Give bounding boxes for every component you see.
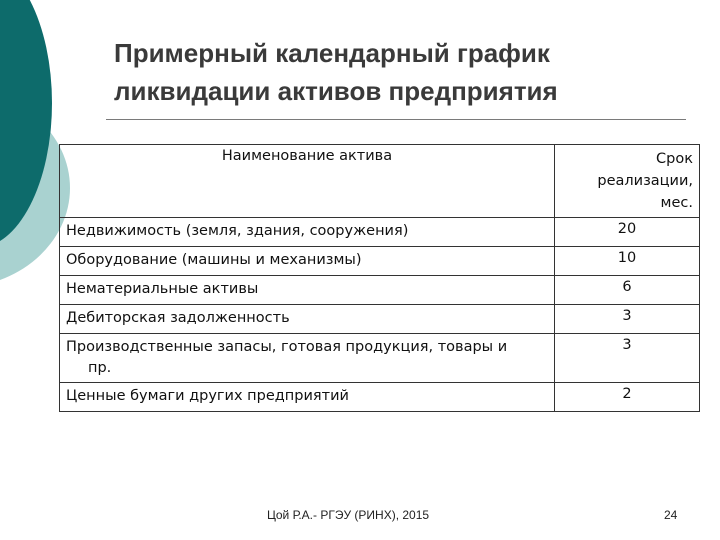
asset-name-line2: пр.: [88, 360, 112, 376]
page-number: 24: [664, 508, 678, 522]
header-term-line3: мес.: [660, 195, 693, 211]
header-term: [555, 145, 700, 218]
header-term-line2: реализации,: [597, 173, 693, 189]
table-row: [60, 276, 700, 305]
asset-name-cell: Дебиторская задолженность: [60, 305, 555, 334]
table-row: [60, 383, 700, 412]
asset-name-cell: Ценные бумаги других предприятий: [60, 383, 555, 412]
term-cell: 20: [555, 218, 700, 247]
asset-name-cell: [60, 334, 555, 383]
asset-name-cell: Нематериальные активы: [60, 276, 555, 305]
header-term-line1: Срок: [656, 151, 693, 167]
slide-title-line2: ликвидации активов предприятия: [114, 76, 558, 106]
slide-title: [114, 34, 694, 110]
table-header-row: [60, 145, 700, 218]
term-cell: 3: [555, 334, 700, 383]
asset-name-cell: Оборудование (машины и механизмы): [60, 247, 555, 276]
table-row: [60, 334, 700, 383]
slide-title-line1: Примерный календарный график: [114, 38, 550, 68]
asset-liquidation-table: [59, 144, 700, 412]
term-cell: 2: [555, 383, 700, 412]
table-row: [60, 218, 700, 247]
asset-name-line1: Производственные запасы, готовая продукция, товары и: [66, 339, 508, 355]
term-cell: 6: [555, 276, 700, 305]
term-cell: 10: [555, 247, 700, 276]
term-cell: 3: [555, 305, 700, 334]
table-row: [60, 305, 700, 334]
asset-name-cell: Недвижимость (земля, здания, сооружения): [60, 218, 555, 247]
table-row: [60, 247, 700, 276]
footer-author: Цой Р.А.- РГЭУ (РИНХ), 2015: [267, 508, 430, 522]
header-asset-name: Наименование актива: [60, 145, 555, 218]
title-divider: [106, 119, 686, 120]
